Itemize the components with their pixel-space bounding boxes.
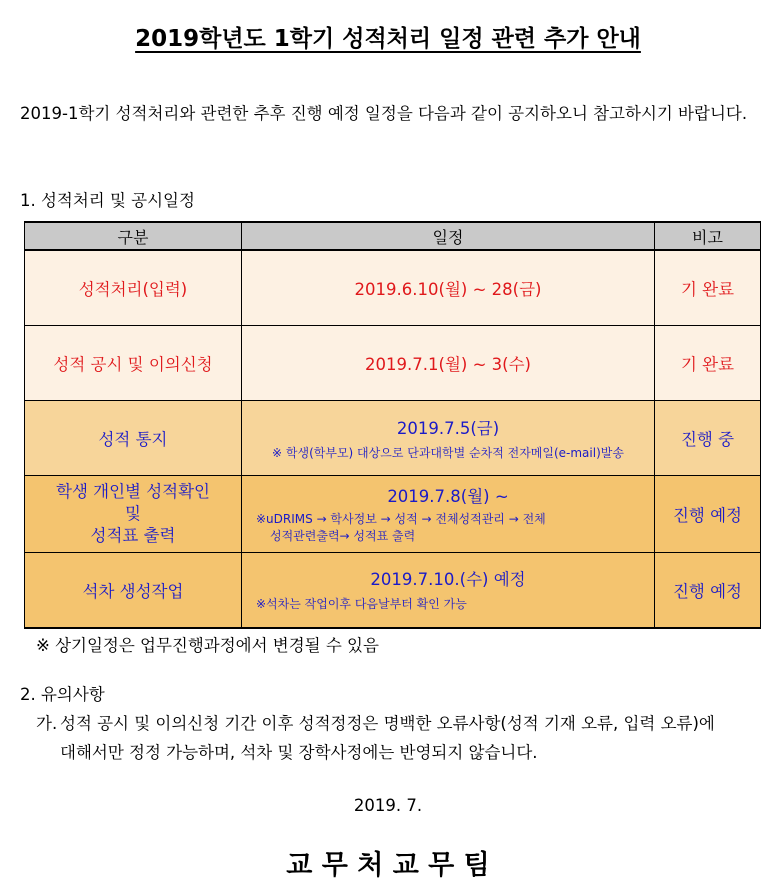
schedule-text: 2019.7.10.(수) 예정 bbox=[370, 570, 526, 590]
row-schedule bbox=[242, 553, 655, 628]
category-text: 성적 통지 bbox=[98, 430, 168, 449]
table-row bbox=[25, 553, 761, 628]
row-remark bbox=[655, 326, 761, 401]
category-line: 성적표 출력 bbox=[90, 526, 176, 545]
remark-text: 진행 예정 bbox=[672, 581, 742, 601]
remark-text: 기 완료 bbox=[680, 355, 735, 374]
schedule-table bbox=[24, 221, 761, 629]
column-header-schedule: 일정 bbox=[242, 222, 655, 250]
category-text: 성적처리(입력) bbox=[78, 280, 188, 299]
column-header-category: 구분 bbox=[25, 222, 242, 250]
schedule-note: ※ 학생(학부모) 대상으로 단과대학별 순차적 전자메일(e-mail)발송 bbox=[272, 446, 624, 460]
row-schedule bbox=[242, 326, 655, 401]
remark-text: 진행 중 bbox=[680, 430, 735, 449]
row-category bbox=[25, 401, 242, 476]
row-category bbox=[25, 250, 242, 326]
row-schedule bbox=[242, 476, 655, 553]
notice-title: 2019학년도 1학기 성적처리 일정 관련 추가 안내 bbox=[135, 26, 641, 52]
table-row bbox=[25, 326, 761, 401]
issuing-office: 교 무 처 교 무 팀 bbox=[286, 850, 490, 881]
category-text: 석차 생성작업 bbox=[82, 581, 184, 601]
row-schedule bbox=[242, 250, 655, 326]
row-remark bbox=[655, 476, 761, 553]
intro-paragraph: 2019-1학기 성적처리와 관련한 추후 진행 예정 일정을 다음과 같이 공지하오니 참고하시기 바랍니다. bbox=[20, 104, 748, 123]
column-header-remark: 비고 bbox=[655, 222, 761, 250]
table-row bbox=[25, 401, 761, 476]
table-header-row bbox=[25, 222, 761, 250]
schedule-note: ※석차는 작업이후 다음날부터 확인 가능 bbox=[256, 597, 467, 612]
table-row bbox=[25, 250, 761, 326]
remark-text: 진행 예정 bbox=[672, 506, 742, 525]
row-remark bbox=[655, 401, 761, 476]
schedule-text: 2019.7.1(월) ~ 3(수) bbox=[365, 355, 531, 374]
category-line: 및 bbox=[125, 504, 141, 523]
schedule-text: 2019.7.5(금) bbox=[396, 419, 500, 438]
category-text: 성적 공시 및 이의신청 bbox=[53, 355, 213, 374]
schedule-note-line: 성적관련출력→ 성적표 출력 bbox=[270, 529, 416, 543]
category-line: 학생 개인별 성적확인 bbox=[56, 482, 210, 501]
remark-text: 기 완료 bbox=[680, 280, 735, 299]
section1-heading: 1. 성적처리 및 공시일정 bbox=[20, 191, 195, 210]
row-category bbox=[25, 326, 242, 401]
row-remark bbox=[655, 250, 761, 326]
section2-heading: 2. 유의사항 bbox=[20, 685, 105, 704]
item-text: 성적 공시 및 이의신청 기간 이후 성적정정은 명백한 오류사항(성적 기재 오류, 입력 오류)에 대해서만 정정 가능하며, 석차 및 장학사정에는 반영되지 않습니다. bbox=[60, 714, 715, 762]
schedule-caution: ※ 상기일정은 업무진행과정에서 변경될 수 있음 bbox=[36, 636, 379, 655]
notice-date: 2019. 7. bbox=[353, 796, 423, 815]
notice-item bbox=[36, 709, 736, 767]
item-marker: 가. bbox=[36, 714, 58, 733]
schedule-text: 2019.7.8(월) ~ bbox=[387, 487, 509, 506]
row-category bbox=[25, 476, 242, 553]
row-remark bbox=[655, 553, 761, 628]
row-schedule bbox=[242, 401, 655, 476]
schedule-note-line: ※uDRIMS → 학사정보 → 성적 → 전체성적관리 → 전체 bbox=[256, 512, 546, 526]
row-category bbox=[25, 553, 242, 628]
table-row bbox=[25, 476, 761, 553]
schedule-text: 2019.6.10(월) ~ 28(금) bbox=[354, 280, 542, 299]
